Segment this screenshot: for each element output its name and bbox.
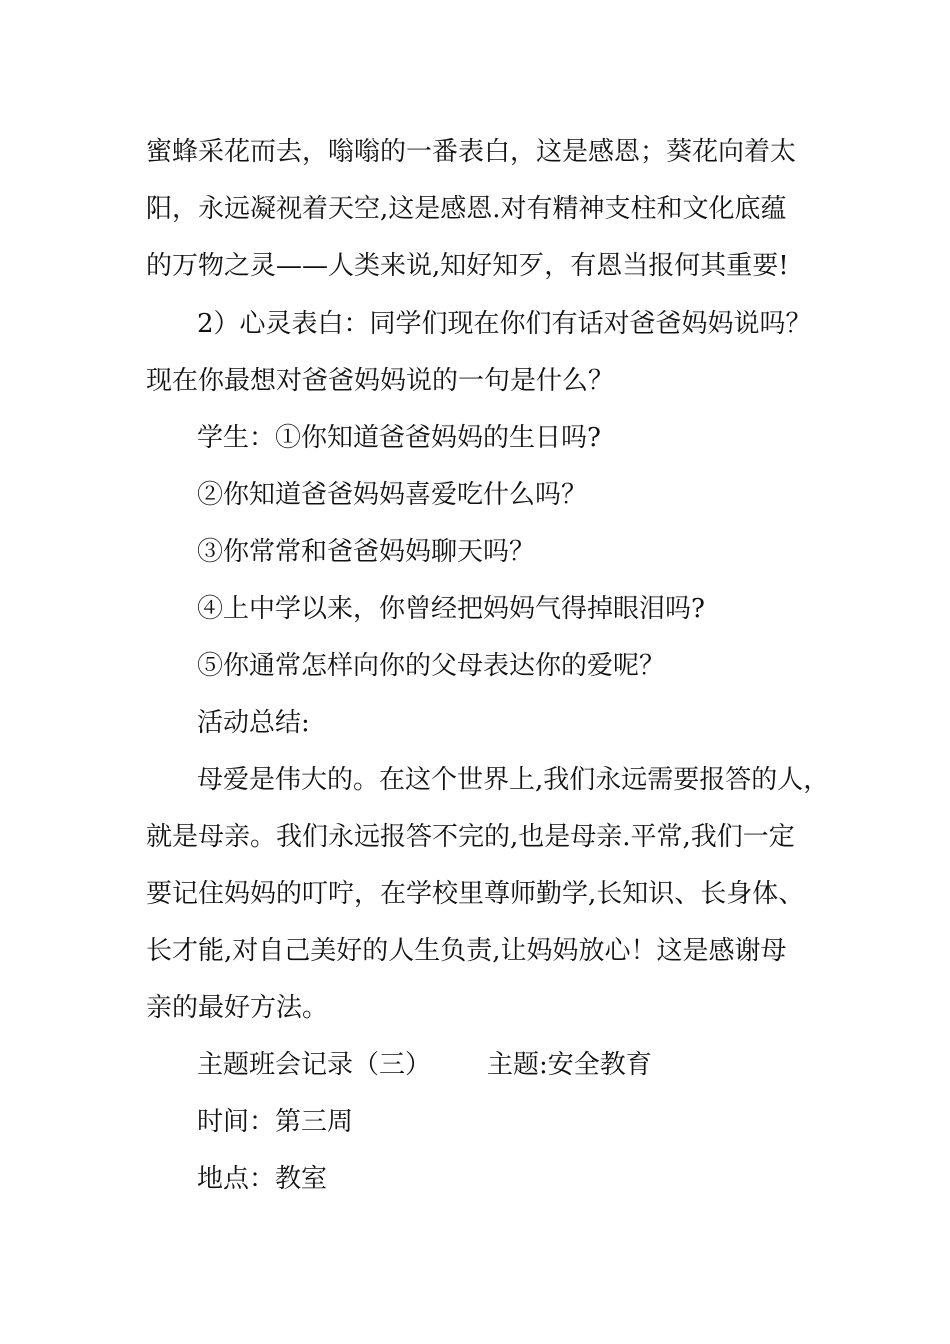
paragraph-line: 母爱是伟大的。在这个世界上,我们永远需要报答的人， bbox=[197, 765, 830, 795]
paragraph-line: ④上中学以来，你曾经把妈妈气得掉眼泪吗? bbox=[197, 594, 705, 624]
meeting-record-theme: 主题:安全教育 bbox=[487, 1050, 652, 1080]
paragraph-line: ②你知道爸爸妈妈喜爱吃什么吗？ bbox=[197, 480, 588, 510]
meeting-record-heading bbox=[197, 1050, 652, 1080]
paragraph-line: 的万物之灵——人类来说,知好知歹，有恩当报何其重要! bbox=[146, 251, 789, 281]
paragraph-line: 亲的最好方法。 bbox=[146, 993, 329, 1023]
section-heading: 活动总结: bbox=[197, 708, 310, 738]
paragraph-line: 蜜蜂采花而去，嗡嗡的一番表白，这是感恩；葵花向着太 bbox=[146, 137, 797, 167]
paragraph-line: 要记住妈妈的叮咛，在学校里尊师勤学,长知识、长身体、 bbox=[146, 879, 805, 909]
paragraph-line: ③你常常和爸爸妈妈聊天吗？ bbox=[197, 537, 536, 567]
paragraph-line: 现在你最想对爸爸妈妈说的一句是什么？ bbox=[146, 366, 615, 396]
paragraph-line: 就是母亲。我们永远报答不完的,也是母亲.平常,我们一定 bbox=[146, 822, 795, 852]
paragraph-line: 长才能,对自己美好的人生负责,让妈妈放心！这是感谢母 bbox=[146, 936, 787, 966]
paragraph-line: 2）心灵表白：同学们现在你们有话对爸爸妈妈说吗？ bbox=[197, 309, 812, 339]
meeting-record-place: 地点：教室 bbox=[197, 1164, 328, 1194]
paragraph-line: ⑤你通常怎样向你的父母表达你的爱呢？ bbox=[197, 651, 666, 681]
paragraph-line: 学生：①你知道爸爸妈妈的生日吗? bbox=[197, 423, 601, 453]
meeting-record-title: 主题班会记录（三） bbox=[197, 1050, 432, 1080]
paragraph-line: 阳，永远凝视着天空,这是感恩.对有精神支柱和文化底蕴 bbox=[146, 194, 787, 224]
meeting-record-time: 时间：第三周 bbox=[197, 1107, 354, 1137]
